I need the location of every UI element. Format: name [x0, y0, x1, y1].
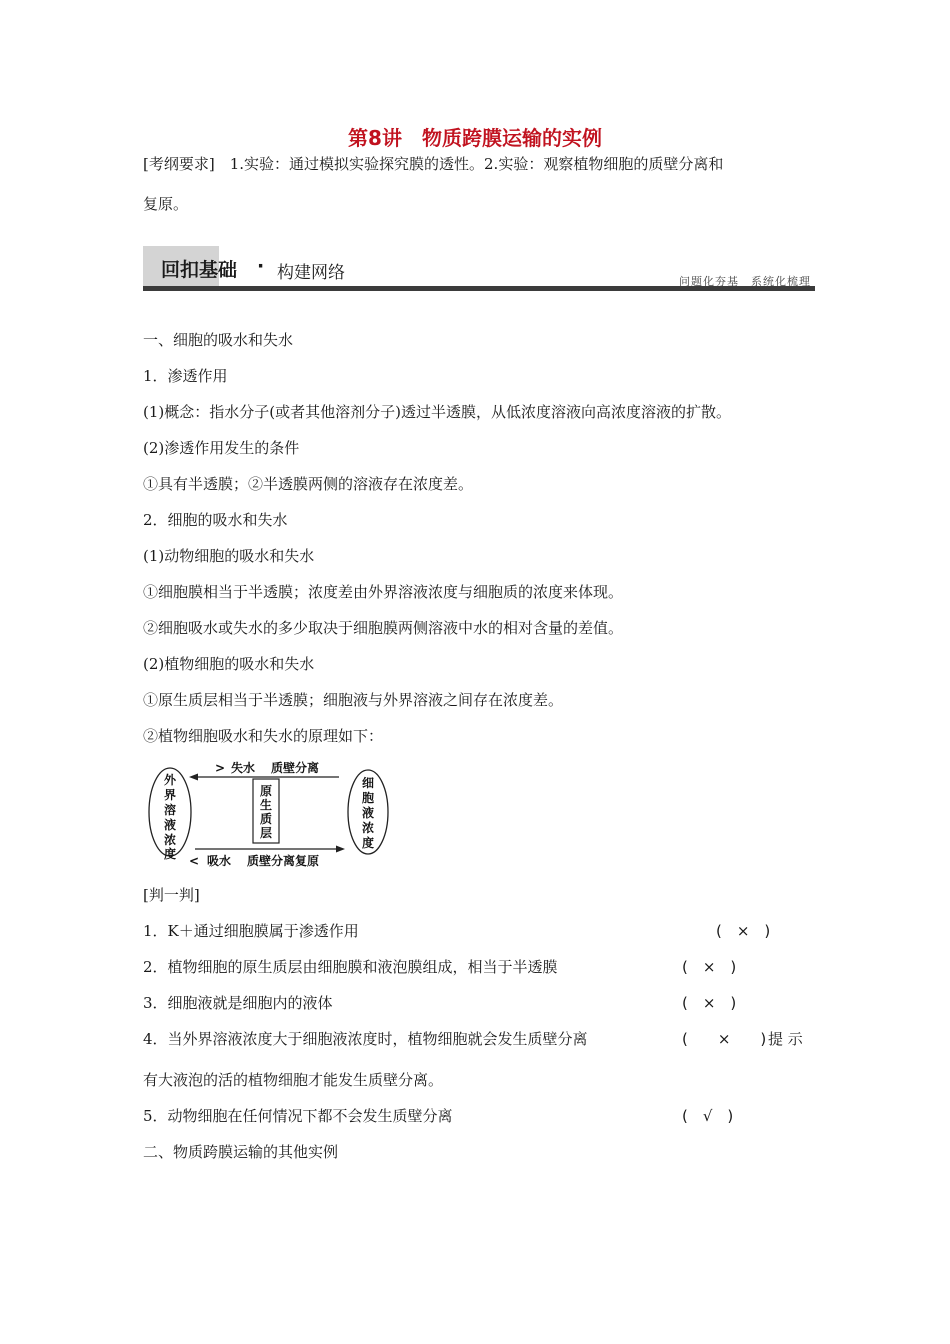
- top-sign: >: [215, 761, 226, 775]
- center-label-char: 生: [259, 798, 273, 812]
- left-label-char: 外: [163, 773, 177, 787]
- right-label-char: 胞: [361, 791, 375, 805]
- bottom-sign: <: [189, 854, 200, 868]
- animal-cell-point-2: ②细胞吸水或失水的多少取决于细胞膜两侧溶液中水的相对含量的差值。: [143, 619, 624, 637]
- top-label-water-loss: 失水: [231, 761, 256, 775]
- osmosis-concept: (1)概念：指水分子(或者其他溶剂分子)透过半透膜，从低浓度溶液向高浓度溶液的扩散。: [143, 403, 731, 421]
- section-heading-2: 二、物质跨膜运输的其他实例: [143, 1143, 339, 1161]
- top-label-plasmolysis: 质壁分离: [271, 761, 320, 775]
- center-label-char: 原: [259, 784, 273, 798]
- animal-cell-point-1: ①细胞膜相当于半透膜；浓度差由外界溶液浓度与细胞质的浓度来体现。: [143, 583, 624, 601]
- section-banner: [143, 246, 815, 292]
- bottom-label-deplasmolysis: 质壁分离复原: [247, 854, 320, 868]
- right-label-char: 液: [361, 806, 375, 820]
- plant-cell-heading: (2)植物细胞的吸水和失水: [143, 655, 315, 673]
- left-label-char: 浓: [163, 833, 177, 847]
- right-label-char: 浓: [361, 821, 375, 835]
- judge-hint-label: 提 示: [768, 1030, 803, 1048]
- requirements-line-2: 复原。: [143, 195, 189, 213]
- judge-mark-1: ( × ): [716, 922, 771, 940]
- plant-cell-point-2: ②植物细胞吸水和失水的原理如下：: [143, 727, 384, 745]
- banner-main-label: 回扣基础: [161, 259, 238, 281]
- osmosis-conditions: ①具有半透膜；②半透膜两侧的溶液存在浓度差。: [143, 475, 474, 493]
- section-heading-1: 一、细胞的吸水和失水: [143, 331, 294, 349]
- osmosis-diagram: [143, 757, 393, 872]
- judge-item-5: 5．动物细胞在任何情况下都不会发生质壁分离: [143, 1107, 453, 1125]
- center-label-char: 层: [259, 826, 273, 840]
- right-label-char: 细: [361, 776, 375, 790]
- judge-item-2: 2．植物细胞的原生质层由细胞膜和液泡膜组成，相当于半透膜: [143, 958, 558, 976]
- left-arrowhead: [189, 774, 198, 781]
- left-label-char: 度: [163, 847, 177, 861]
- center-label-char: 质: [259, 812, 273, 826]
- judge-mark-2: ( × ): [682, 958, 737, 976]
- bottom-label-water-absorb: 吸水: [207, 854, 232, 868]
- banner-sub-label: 构建网络: [277, 263, 345, 283]
- right-label-char: 度: [361, 836, 375, 850]
- judge-item-3: 3．细胞液就是细胞内的液体: [143, 994, 333, 1012]
- subheading-cell-water: 2．细胞的吸水和失水: [143, 511, 288, 529]
- animal-cell-heading: (1)动物细胞的吸水和失水: [143, 547, 315, 565]
- judge-item-4: 4．当外界溶液浓度大于细胞液浓度时，植物细胞就会发生质壁分离: [143, 1030, 588, 1048]
- judge-heading: [判一判]: [143, 886, 200, 904]
- banner-dot: ·: [257, 255, 265, 277]
- lesson-title: 第8讲 物质跨膜运输的实例: [348, 126, 602, 150]
- plant-cell-point-1: ①原生质层相当于半透膜；细胞液与外界溶液之间存在浓度差。: [143, 691, 564, 709]
- judge-mark-4: ( × ): [682, 1030, 767, 1048]
- judge-hint-text: 有大液泡的活的植物细胞才能发生质壁分离。: [143, 1071, 444, 1089]
- requirements-line-1: [考纲要求] 1.实验：通过模拟实验探究膜的透性。2.实验：观察植物细胞的质壁分离和: [143, 155, 724, 173]
- judge-mark-5: ( √ ): [682, 1107, 734, 1125]
- banner-right-label: 问题化夯基 系统化梳理: [679, 275, 811, 288]
- left-label-char: 液: [163, 818, 177, 832]
- subheading-osmosis: 1．渗透作用: [143, 367, 228, 385]
- right-arrowhead: [336, 846, 345, 853]
- left-label-char: 溶: [163, 803, 177, 817]
- left-label-char: 界: [163, 788, 177, 802]
- judge-item-1: 1．K＋通过细胞膜属于渗透作用: [143, 922, 359, 940]
- osmosis-conditions-heading: (2)渗透作用发生的条件: [143, 439, 300, 457]
- judge-mark-3: ( × ): [682, 994, 737, 1012]
